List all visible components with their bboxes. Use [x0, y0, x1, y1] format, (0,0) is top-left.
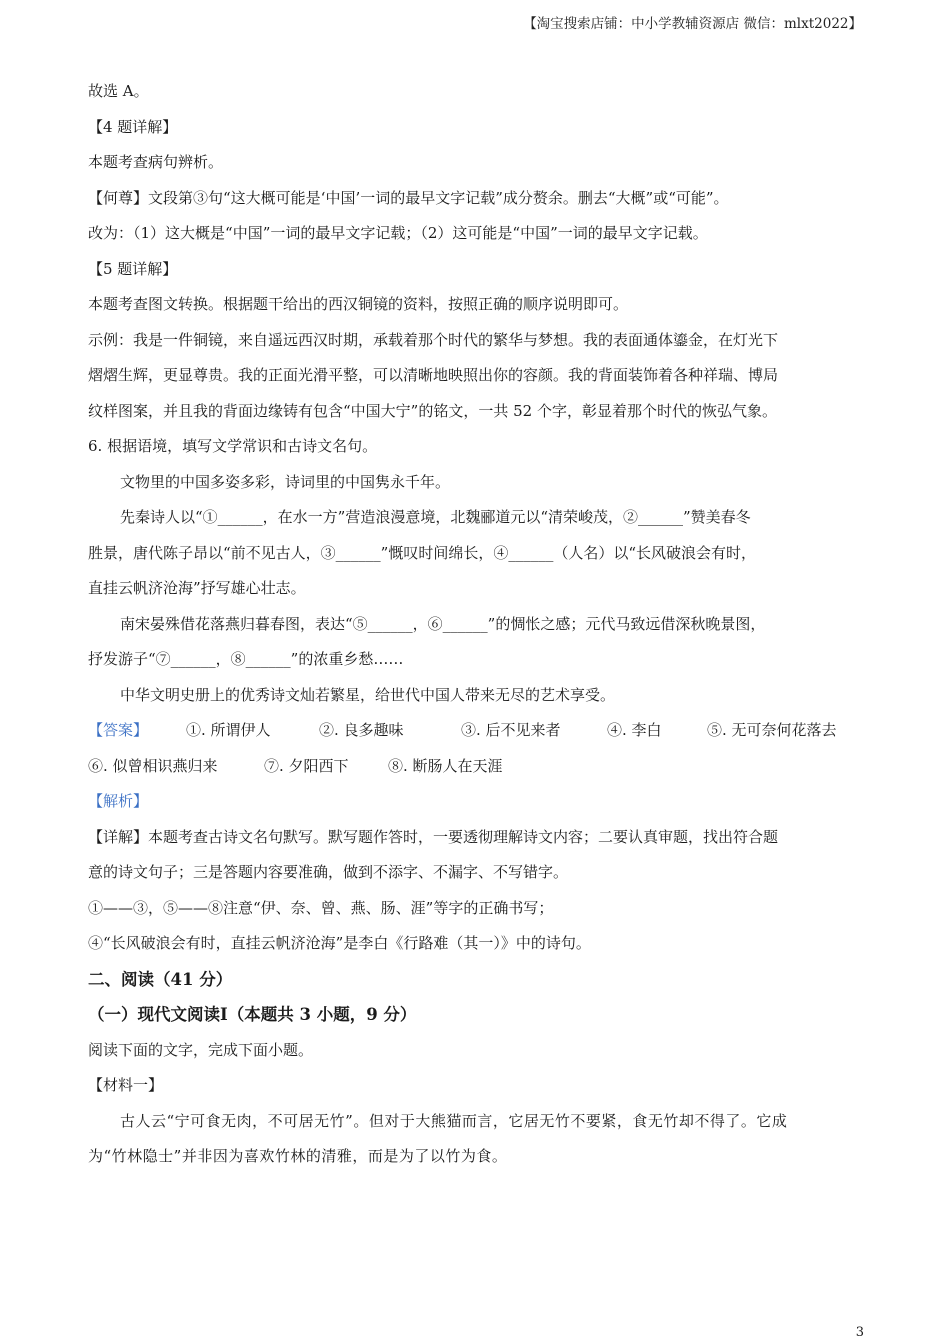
material-text: 古人云“宁可食无肉，不可居无竹”。但对于大熊猫而言，它居无竹不要紧，食无竹却不得了。它成	[120, 1111, 788, 1130]
text-line: 胜景，唐代陈子昂以“前不见古人，③______”慨叹时间绵长，④______（人名）以“长风破浪会有时，	[88, 543, 757, 562]
answer-line	[88, 749, 878, 785]
answer-item: ②. 良多趣味	[319, 721, 404, 739]
material-text: 为“竹林隐士”并非因为喜欢竹林的清雅，而是为了以竹为食。	[88, 1147, 508, 1165]
text-line: 熠熠生辉，更显尊贵。我的正面光滑平整，可以清晰地映照出你的容颜。我的背面装饰着各种祥瑞、博局	[88, 366, 779, 384]
text-line: ④“长风破浪会有时，直挂云帆济沧海”是李白《行路难（其一）》中的诗句。	[88, 934, 591, 952]
answer-item: ⑥. 似曾相识燕归来	[88, 756, 218, 775]
answer-item: ⑤. 无可奈何花落去	[707, 721, 837, 739]
text-line: 意的诗文句子；三是答题内容要准确，做到不添字、不漏字、不写错字。	[88, 863, 569, 881]
text-line: 直挂云帆济沧海”抒写雄心壮志。	[88, 579, 306, 597]
text-line: 先秦诗人以“①______，在水一方”营造浪漫意境，北魏郦道元以“清荣峻茂，②______”赞美春冬	[120, 508, 751, 526]
page-number: 3	[855, 1325, 864, 1340]
text-line: ①——③，⑤——⑧注意“伊、奈、曾、燕、肠、涯”等字的正确书写；	[88, 898, 554, 917]
text-line: 本题考查病句辨析。	[88, 153, 224, 171]
section-heading: （一）现代文阅读Ⅰ（本题共 3 小题，9 分）	[88, 1005, 417, 1024]
page-header: 【淘宝搜索店铺：中小学教辅资源店 微信：mlxt2022】	[523, 16, 862, 32]
text-line: 故选 A。	[88, 82, 149, 100]
text-line: 中华文明史册上的优秀诗文灿若繁星，给世代中国人带来无尽的艺术享受。	[120, 685, 616, 704]
text-line: 南宋晏殊借花落燕归暮春图，表达“⑤______，⑥______”的惆怅之感；元代马致远借深秋晚景图，	[120, 614, 766, 633]
answer-item: ③. 后不见来者	[461, 721, 561, 739]
answer-item: ⑧. 断肠人在天涯	[388, 756, 503, 775]
text-line: 文物里的中国多姿多彩，诗词里的中国隽永千年。	[120, 472, 451, 491]
document-body	[88, 74, 878, 1175]
answer-item: ①. 所谓伊人	[186, 721, 271, 739]
part-heading: 二、阅读（41 分）	[88, 969, 233, 989]
question-title: 6. 根据语境，填写文学常识和古诗文名句。	[88, 437, 378, 455]
text-line: 抒发游子“⑦______，⑧______”的浓重乡愁……	[88, 650, 404, 668]
text-line: 改为：（1）这大概是“中国”一词的最早文字记载；（2）这可能是“中国”一词的最早文字记载。	[88, 224, 708, 242]
answer-label: 【答案】	[88, 721, 149, 739]
text-line: 示例：我是一件铜镜，来自遥远西汉时期，承载着那个时代的繁华与梦想。我的表面通体鎏金，在灯光下	[88, 330, 779, 349]
answer-item: ④. 李白	[607, 721, 662, 739]
analysis-label: 【解析】	[88, 792, 149, 810]
section-heading: 【5 题详解】	[88, 259, 178, 278]
answer-item: ⑦. 夕阳西下	[264, 756, 349, 775]
text-line: 纹样图案，并且我的背面边缘铸有包含“中国大宁”的铭文，一共 52 个字，彰显着那个时代的恢弘气象。	[88, 401, 777, 420]
material-label: 【材料一】	[88, 1076, 164, 1094]
text-line: 【详解】本题考查古诗文名句默写。默写题作答时，一要透彻理解诗文内容；二要认真审题，找出符合题	[88, 827, 779, 846]
answer-line	[88, 713, 878, 749]
section-heading: 【4 题详解】	[88, 117, 178, 136]
text-line: 【何尊】文段第③句“这大概可能是‘中国’一词的最早文字记载”成分赘余。删去“大概”或“可能”。	[88, 188, 729, 207]
text-line: 阅读下面的文字，完成下面小题。	[88, 1040, 314, 1059]
text-line: 本题考查图文转换。根据题干给出的西汉铜镜的资料，按照正确的顺序说明即可。	[88, 295, 629, 313]
